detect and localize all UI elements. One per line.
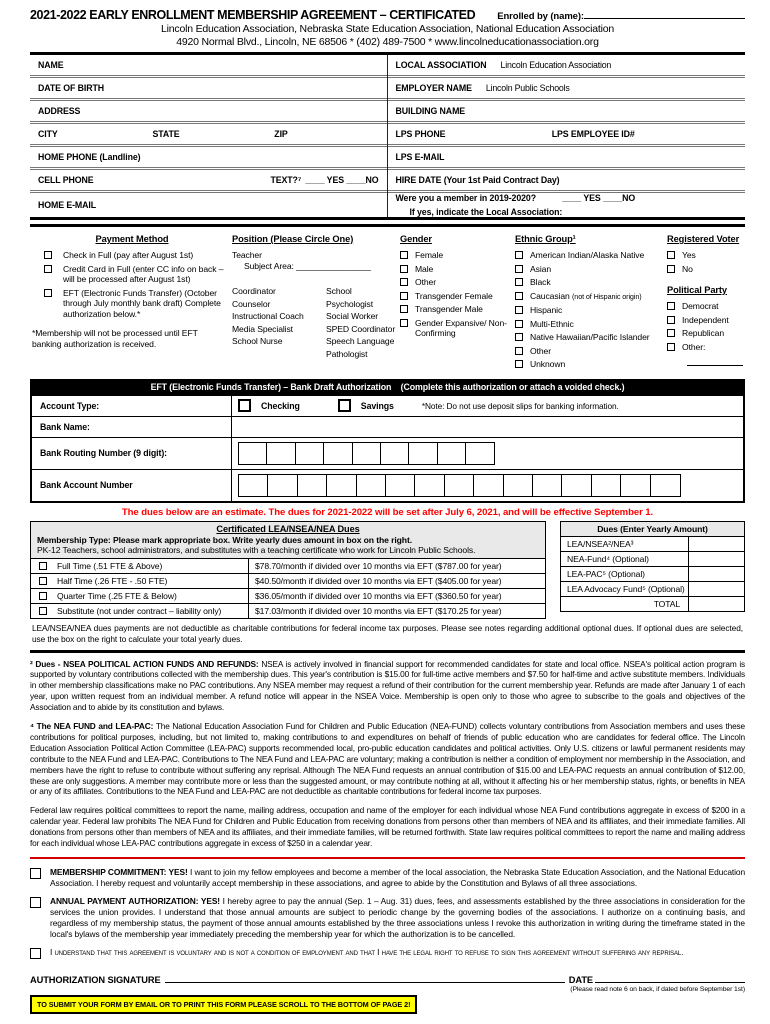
checkbox-icon[interactable] [667, 316, 675, 324]
position-option[interactable]: Speech Language Pathologist [326, 336, 395, 359]
checkbox-icon[interactable] [515, 292, 523, 300]
ethnic-option[interactable] [515, 359, 667, 370]
certificated-dues-table [30, 521, 546, 619]
position-column [232, 234, 400, 373]
gender-option[interactable] [400, 264, 515, 275]
ethnic-option-label: American Indian/Alaska Native [530, 250, 645, 260]
submit-instructions-banner: TO SUBMIT YOUR FORM BY EMAIL OR TO PRINT THIS FORM PLEASE SCROLL TO THE BOTTOM OF PAGE 2! [30, 995, 417, 1014]
party-option-label: Democrat [682, 301, 719, 311]
position-title: Position (Please Circle One) [232, 234, 354, 244]
dues-row-half-time [31, 574, 545, 589]
position-option[interactable]: Counselor [232, 298, 271, 309]
footnote-pac-refunds [30, 659, 745, 714]
amount-input-cell[interactable] [689, 552, 744, 566]
party-option-label: Republican [682, 328, 724, 338]
eft-account-row [32, 470, 743, 501]
registered-voter-title: Registered Voter [667, 234, 740, 244]
ethnic-option-label: Asian [530, 263, 551, 274]
checkbox-icon[interactable] [515, 347, 523, 355]
dues-row-quarter-time [31, 589, 545, 604]
payment-option-label: EFT (Electronic Funds Transfer) (October through July monthly bank draft) Complete authorization below.* [63, 287, 221, 319]
row-home-phone[interactable] [30, 147, 387, 170]
digit-box[interactable] [385, 474, 416, 497]
checkbox-icon[interactable] [667, 251, 675, 259]
amount-total-cell[interactable] [689, 597, 744, 611]
account-number-field[interactable] [238, 472, 679, 499]
cell-phone-label: CELL PHONE [38, 175, 94, 185]
digit-box[interactable] [323, 442, 353, 465]
checkbox-icon[interactable] [515, 251, 523, 259]
digit-box[interactable] [444, 474, 475, 497]
page-header [30, 8, 745, 48]
payment-option-label: Check in Full (pay after August 1st) [63, 250, 194, 260]
gender-option-label: Transgender Male [415, 304, 483, 314]
eft-routing-row [32, 438, 743, 470]
ethnic-option[interactable] [515, 319, 667, 330]
digit-box[interactable] [473, 474, 504, 497]
row-home-email[interactable] [30, 193, 387, 217]
gender-option[interactable] [400, 304, 515, 315]
party-option-label: Other: [682, 341, 706, 352]
payment-option-label: Credit Card in Full (enter CC info on back – will be processed after August 1st) [63, 263, 224, 284]
amount-input-cell[interactable] [689, 582, 744, 596]
eft-processing-note: *Membership will not be processed until EFT banking authorization is received. [32, 328, 198, 349]
digit-box[interactable] [267, 474, 298, 497]
agreement-body: I understand that this agreement is voluntary and is not a condition of employment and that I have the legal right to refuse to sign this agreement without suffering any reprisal. [50, 947, 684, 957]
agreement-text [50, 867, 745, 889]
checkbox-icon[interactable] [39, 592, 47, 600]
gender-option-label: Female [415, 250, 444, 260]
political-party-title: Political Party [667, 285, 727, 295]
dues-type-label: Quarter Time (.25 FTE & Below) [57, 590, 177, 601]
row-city-state-zip[interactable] [30, 124, 387, 147]
authorization-signature-label: AUTHORIZATION SIGNATURE [30, 975, 161, 985]
dues-type-label: Half Time (.26 FTE - .50 FTE) [57, 575, 168, 586]
city-label: CITY [38, 129, 58, 139]
voluntary-agreement-item [30, 947, 745, 959]
checkbox-icon[interactable] [515, 333, 523, 341]
position-option[interactable]: School Nurse [232, 336, 283, 346]
digit-box[interactable] [356, 474, 387, 497]
checkbox-icon[interactable] [667, 302, 675, 310]
gender-column [400, 234, 515, 373]
amount-row-label: NEA-Fund⁴ (Optional) [561, 552, 689, 566]
ethnic-option[interactable] [515, 264, 667, 275]
payment-option-check[interactable] [44, 250, 232, 261]
amount-row-label: LEA-PAC⁵ (Optional) [561, 567, 689, 581]
checkbox-icon[interactable] [44, 265, 52, 273]
row-address[interactable] [30, 101, 387, 124]
checkbox-icon[interactable] [39, 607, 47, 615]
gender-option[interactable] [400, 318, 515, 339]
dues-table-title: Certificated LEA/NSEA/NEA Dues [216, 523, 360, 534]
dues-amount-text: $40.50/month if divided over 10 months via EFT ($405.00 for year) [255, 575, 502, 586]
payment-method-column [32, 234, 232, 373]
ethnic-group-column [515, 234, 667, 373]
dues-deductibility-note: LEA/NSEA/NEA dues payments are not deductible as charitable contributions for federal income tax purposes. Please see notes regarding additional optional dues. If optional dues are selected, use the box on the right to calculate your total yearly dues. [32, 622, 743, 644]
digit-box[interactable] [295, 442, 325, 465]
voter-option-label: No [682, 263, 693, 274]
dues-table-header [31, 522, 545, 559]
ethnic-option-label: Unknown [530, 359, 566, 369]
footnote-federal-law: Federal law requires political committees to report the name, mailing address, occupation and name of the employer for each individual whose NEA Fund contributions aggregate in excess of $200 in a calendar year. Federal law prohibits The NEA Fund for Children and Public Education from receiving donations from persons other than members of NEA and its affiliates, and their immediate families. All donations from persons other than members of NEA and its affiliates, and their immediate families, will be returned forthwith. State law requires political committees to report the name and mailing address for each individual whose LEA-PAC contributions aggregate in excess of $250 in a calendar year. [30, 805, 745, 849]
membership-commitment-item [30, 867, 745, 889]
gender-option[interactable] [400, 291, 515, 302]
account-number-label: Bank Account Number [32, 470, 232, 501]
building-label: BUILDING NAME [395, 106, 466, 116]
signature-field[interactable] [165, 973, 565, 983]
gender-option-label: Male [415, 263, 434, 274]
digit-box[interactable] [266, 442, 296, 465]
text-question-label: TEXT?⁷ [270, 175, 302, 185]
hire-date-label: HIRE DATE (Your 1st Paid Contract Day) [395, 175, 560, 185]
checkbox-icon[interactable] [667, 343, 675, 351]
party-option[interactable] [667, 328, 743, 339]
row-cell-phone[interactable] [30, 170, 387, 193]
enrolled-by-label: Enrolled by (name): [497, 11, 584, 22]
amount-input-cell[interactable] [689, 567, 744, 581]
checkbox-icon[interactable] [400, 265, 408, 273]
org-line: Lincoln Education Association, Nebraska State Education Association, National Education Association [161, 23, 614, 35]
eft-header [32, 379, 743, 396]
agreement-title: MEMBERSHIP COMMITMENT: YES! [50, 867, 188, 877]
employer-value: Lincoln Public Schools [485, 83, 570, 93]
digit-box[interactable] [297, 474, 328, 497]
signature-row [30, 973, 745, 985]
caucasian-note: (not of Hispanic origin) [572, 291, 642, 301]
dues-amount-text: $36.05/month if divided over 10 months via EFT ($360.50 for year) [255, 590, 502, 601]
deposit-slip-note: *Note: Do not use deposit slips for banking information. [421, 400, 619, 411]
state-label: STATE [152, 129, 180, 139]
row-name[interactable] [30, 55, 387, 78]
digit-box[interactable] [561, 474, 592, 497]
annual-payment-authorization-item [30, 896, 745, 940]
row-lps-email[interactable] [388, 147, 746, 170]
position-option[interactable]: Coordinator [232, 286, 276, 296]
dues-row-full-time [31, 559, 545, 574]
party-other-field[interactable] [687, 360, 743, 366]
routing-number-field[interactable] [238, 440, 494, 467]
ethnic-option-label: Multi-Ethnic [530, 318, 574, 329]
home-email-label: HOME E-MAIL [38, 200, 97, 210]
bank-name-label: Bank Name: [32, 417, 232, 437]
payment-method-title: Payment Method [95, 234, 169, 244]
party-option[interactable] [667, 315, 743, 326]
footnote-nea-fund [30, 721, 745, 797]
digit-box[interactable] [465, 442, 495, 465]
row-dob[interactable] [30, 78, 387, 101]
checkbox-icon[interactable] [44, 289, 52, 297]
voter-party-column [667, 234, 743, 373]
ethnic-option-label: Native Hawaiian/Pacific Islander [530, 332, 650, 342]
digit-box[interactable] [503, 474, 534, 497]
voter-option-yes[interactable] [667, 250, 743, 261]
account-type-label: Account Type: [32, 396, 232, 416]
gender-option[interactable] [400, 250, 515, 261]
checkbox-icon[interactable] [400, 292, 408, 300]
checkbox-icon[interactable] [44, 251, 52, 259]
checkbox-icon[interactable] [400, 278, 408, 286]
yearly-amount-header: Dues (Enter Yearly Amount) [561, 522, 744, 537]
digit-box[interactable] [414, 474, 445, 497]
section-divider [30, 650, 745, 653]
agreement-text [50, 896, 745, 940]
digit-box[interactable] [591, 474, 622, 497]
savings-checkbox-icon[interactable] [338, 399, 351, 412]
row-hire-date[interactable] [388, 170, 746, 193]
digit-box[interactable] [238, 474, 269, 497]
eft-header-note: (Complete this authorization or attach a voided check.) [400, 381, 625, 392]
payment-option-credit-card[interactable] [44, 264, 232, 285]
date-note: (Please read note 6 on back, if dated before September 1st) [570, 986, 745, 993]
page-title: 2021-2022 EARLY ENROLLMENT MEMBERSHIP AGREEMENT – CERTIFICATED [30, 8, 476, 22]
ethnic-group-title: Ethnic Group¹ [515, 234, 576, 244]
agreement-title: ANNUAL PAYMENT AUTHORIZATION: YES! [50, 896, 220, 906]
lps-phone-label: LPS PHONE [395, 129, 446, 139]
checkbox-icon[interactable] [515, 306, 523, 314]
checkbox-icon[interactable] [515, 278, 523, 286]
digit-box[interactable] [408, 442, 438, 465]
eft-header-title: EFT (Electronic Funds Transfer) – Bank Draft Authorization [150, 381, 392, 392]
position-option[interactable]: School Psychologist [326, 286, 374, 309]
gender-title: Gender [400, 234, 432, 244]
voter-option-label: Yes [682, 250, 696, 260]
gender-option-label: Other [415, 277, 436, 287]
party-option[interactable] [667, 301, 743, 312]
row-lps-phone-id[interactable] [388, 124, 746, 147]
home-phone-label: HOME PHONE (Landline) [38, 152, 141, 162]
digit-box[interactable] [238, 442, 268, 465]
position-option[interactable]: Media Specialist [232, 323, 293, 334]
checkbox-icon[interactable] [667, 329, 675, 337]
checkbox-icon[interactable] [30, 948, 41, 959]
agreement-body: I want to join my fellow employees and become a member of the local association, the Nebraska State Education Association, and the National Education Association. I hereby request and voluntarily accept membership in these associations, and agree to abide by the Constitution and Bylaws of all three associations. [50, 867, 746, 888]
checking-label: Checking [261, 400, 300, 411]
digit-box[interactable] [532, 474, 563, 497]
eligibility-note: PK-12 Teachers, school administrators, and substitutes with a teaching certificate who work for Lincoln Public Schools. [37, 544, 476, 555]
position-option[interactable]: Instructional Coach [232, 311, 304, 321]
prior-member-if-yes-label[interactable]: If yes, indicate the Local Association: [409, 207, 563, 217]
digit-box[interactable] [620, 474, 651, 497]
party-option-other[interactable] [667, 342, 743, 353]
checkbox-icon[interactable] [30, 868, 41, 879]
dues-row-substitute [31, 604, 545, 618]
checkbox-icon[interactable] [400, 305, 408, 313]
footnote-body: NSEA is actively involved in financial support for recommended candidates for state and local office. NSEA's political action program is supported by voluntary contributions collected with the membership dues. This year's contribution is $15.00 for full-time active members and $7.50 for half-time and active substitute members. Individuals in other membership classifications make no PAC contributions. Any NSEA member may request a refund of their contribution for the current membership year. Refunds are made after January 1 of each year, upon written request from an individual member. A refund notice will appear in the NSEA Voice. Membership is open only to those who agree to subscribe to the goals and objectives of the Association and to abide by its constitution and bylaws. [30, 658, 746, 713]
checkbox-icon[interactable] [667, 265, 675, 273]
ethnic-option-label: Other [530, 345, 551, 356]
footnote-title: ² Dues - NSEA POLITICAL ACTION FUNDS AND REFUNDS: [30, 658, 259, 669]
row-local-association [388, 55, 746, 78]
checkbox-icon[interactable] [39, 577, 47, 585]
member-info-table [30, 52, 745, 220]
text-yes-no-field[interactable]: ____ YES ____NO [305, 175, 379, 185]
ethnic-option[interactable] [515, 305, 667, 316]
red-divider [30, 857, 745, 859]
amount-row-label: LEA Advocacy Fund⁵ (Optional) [561, 582, 689, 596]
checkbox-icon[interactable] [30, 897, 41, 908]
eft-account-type-row [32, 396, 743, 417]
checkbox-icon[interactable] [515, 360, 523, 368]
footnote-body: The National Education Association Fund for Children and Public Education (NEA-FUND) collects voluntary contributions from Association members and uses these contributions for political purposes, including, but not limited to, making contributions to and expenditures on behalf of friends of public education who are candidates for federal office. The Lincoln Education Association Political Action Committee (LEA-PAC) supports recommended local, pro-public education candidates and political activities. Only U.S. citizens or lawful permanent residents may contribute to the NEA Fund and LEA-PAC. Contributions to The NEA Fund and LEA-PAC are voluntary; making a contribution is neither a condition of employment nor membership in the Association, and members have the right to refuse to contribute without suffering any reprisal. Although The NEA Fund requests an annual contribution of $15.00 and LEA-PAC requests an annual contribution of $12.00, these are only suggestions. A member may contribute more or less than the suggested amount, or may contribute nothing at all, without it affecting his or her membership status, rights, or benefits in NEA or any of its affiliates. Contributions to the NEA Fund and LEA-PAC are not deductible as charitable contributions for federal income tax purposes. [30, 721, 745, 797]
checkbox-icon[interactable] [39, 562, 47, 570]
ethnic-option-label: Black [530, 277, 551, 287]
ethnic-option[interactable] [515, 291, 667, 303]
gender-option[interactable] [400, 277, 515, 288]
agreement-body: I hereby agree to pay the annual (Sep. 1 – Aug. 31) dues, fees, and assessments established by the three associations in consideration for the services the union provides. I understand that those annual amounts are subject to periodic change by the governing bodies of the associations. I authorize on a continuing basis, and regardless of my membership status, the payment of those annual amounts established by the three associations unless I revoke this authorization in writing during the timeframe stated in the local's bylaws of the membership year immediately preceding the membership year for which the authorization is to be cancelled. [50, 896, 745, 939]
savings-label: Savings [360, 400, 394, 411]
lps-employee-id-label: LPS EMPLOYEE ID# [551, 129, 635, 139]
party-option-label: Independent [682, 314, 729, 325]
ethnic-option[interactable] [515, 250, 667, 261]
demographics-section [30, 227, 745, 379]
ethnic-option[interactable] [515, 346, 667, 357]
footnote-title: ⁴ The NEA FUND and LEA-PAC: [30, 721, 154, 732]
checking-checkbox-icon[interactable] [238, 399, 251, 412]
ethnic-option-label: Hispanic [530, 305, 563, 315]
date-label: DATE [568, 975, 593, 985]
payment-option-eft[interactable] [44, 288, 232, 320]
dues-amount-text: $17.03/month if divided over 10 months via EFT ($170.25 for year) [255, 605, 502, 616]
amount-total-label: TOTAL [561, 597, 689, 611]
checkbox-icon[interactable] [515, 320, 523, 328]
address-line: 4920 Normal Blvd., Lincoln, NE 68506 * (402) 489-7500 * www.lincolneducationassociation.org [176, 36, 599, 48]
dues-estimate-notice: The dues below are an estimate. The dues for 2021-2022 will be set after July 6, 2021, and will be effective September 1. [121, 506, 654, 518]
digit-box[interactable] [650, 474, 681, 497]
gender-option-label: Gender Expansive/ Non-Confirming [415, 317, 507, 338]
amount-input-cell[interactable] [689, 537, 744, 551]
dues-type-label: Substitute (not under contract – liability only) [57, 605, 222, 616]
local-association-value: Lincoln Education Association [500, 60, 612, 70]
yearly-amount-table [560, 521, 745, 612]
employer-label: EMPLOYER NAME [395, 83, 472, 93]
dob-label: DATE OF BIRTH [38, 83, 104, 93]
voter-option-no[interactable] [667, 264, 743, 275]
zip-label: ZIP [274, 129, 288, 139]
date-field[interactable] [595, 973, 745, 983]
subject-area-field[interactable]: Subject Area: ________________ [244, 261, 371, 271]
eft-bank-name-row [32, 417, 743, 438]
checkbox-icon[interactable] [400, 319, 408, 327]
amount-row-label: LEA/NSEA²/NEA³ [561, 537, 689, 551]
membership-type-instruction: Membership Type: Please mark appropriate box. Write yearly dues amount in box on the right. [37, 534, 413, 545]
prior-member-yes-no-field[interactable]: ____ YES ____NO [562, 193, 636, 203]
bank-name-field[interactable] [232, 425, 743, 429]
dues-amount-text: $78.70/month if divided over 10 months via EFT ($787.00 for year) [255, 560, 502, 571]
digit-box[interactable] [326, 474, 357, 497]
position-option[interactable]: Social Worker [326, 311, 379, 321]
eft-authorization-table [30, 379, 745, 503]
lps-email-label: LPS E-MAIL [395, 152, 445, 162]
local-association-label: LOCAL ASSOCIATION [395, 60, 487, 70]
checkbox-icon[interactable] [400, 251, 408, 259]
digit-box[interactable] [437, 442, 467, 465]
address-label: ADDRESS [38, 106, 81, 116]
checkbox-icon[interactable] [515, 265, 523, 273]
row-building[interactable] [388, 101, 746, 124]
digit-box[interactable] [352, 442, 382, 465]
ethnic-option[interactable] [515, 332, 667, 343]
name-label: NAME [38, 60, 64, 70]
position-teacher[interactable]: Teacher [232, 250, 262, 260]
row-prior-member [388, 193, 746, 217]
position-option[interactable]: SPED Coordinator [326, 323, 396, 334]
dues-type-label: Full Time (.51 FTE & Above) [57, 560, 163, 571]
routing-number-label: Bank Routing Number (9 digit): [32, 438, 232, 469]
gender-option-label: Transgender Female [415, 290, 493, 301]
enrolled-by-field[interactable] [584, 8, 745, 19]
ethnic-option-label: Caucasian (not of Hispanic origin) [530, 290, 642, 301]
digit-box[interactable] [380, 442, 410, 465]
row-employer [388, 78, 746, 101]
ethnic-option[interactable] [515, 277, 667, 288]
prior-member-question: Were you a member in 2019-2020? [395, 193, 536, 203]
